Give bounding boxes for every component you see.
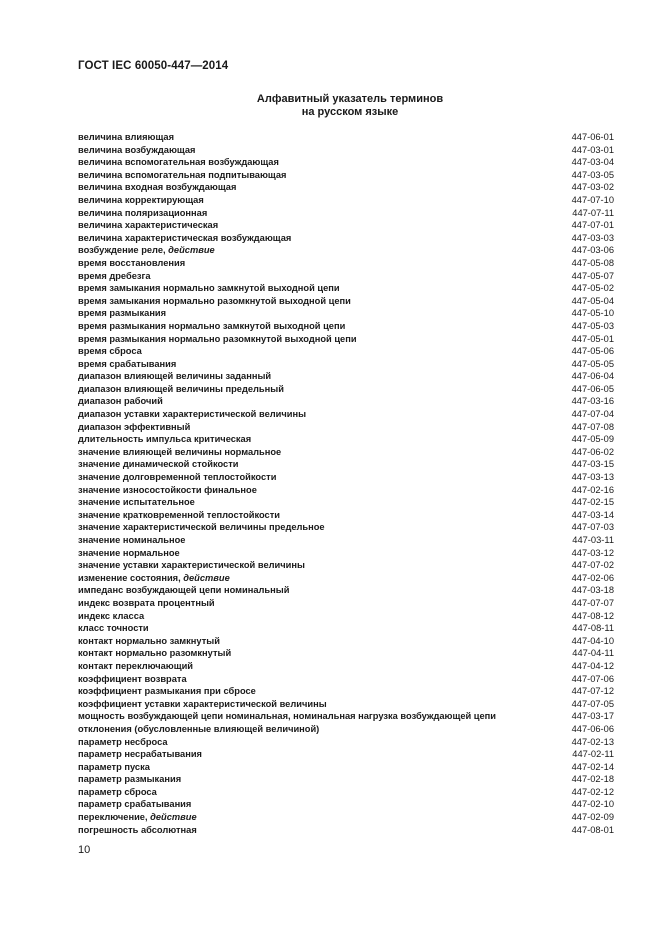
index-entry-term-text: величина характеристическая возбуждающая (78, 232, 292, 243)
index-entry-code: 447-02-15 (571, 497, 614, 508)
index-entry-term (78, 547, 180, 560)
index-entry-term (78, 219, 218, 232)
index-entry-term-note: действие (150, 812, 197, 823)
index-entry (78, 660, 614, 673)
index-entry-term-text: время срабатывания (78, 358, 177, 369)
index-entry-term-note: действие (168, 245, 215, 256)
index-entry-term-text: параметр размыкания (78, 774, 182, 785)
index-entry-code: 447-05-07 (571, 270, 614, 281)
index-entry-term (78, 761, 150, 774)
index-entry (78, 370, 614, 383)
index-entry-term (78, 685, 256, 698)
index-entry-code: 447-06-05 (571, 383, 614, 394)
index-entry-term-text: параметр срабатывания (78, 799, 192, 810)
index-entry-code: 447-03-14 (571, 509, 614, 520)
index-entry-code: 447-05-01 (571, 333, 614, 344)
index-entry-term-text: коэффициент возврата (78, 673, 187, 684)
index-entry-code: 447-03-16 (571, 396, 614, 407)
index-entry-term-text: длительность импульса критическая (78, 434, 252, 445)
index-entry-code: 447-03-06 (571, 245, 614, 256)
index-entry-code: 447-07-02 (571, 560, 614, 571)
index-entry (78, 496, 614, 509)
index-entry-code: 447-04-11 (572, 648, 614, 659)
index-entry-term (78, 635, 220, 648)
index-entry-code: 447-03-04 (571, 157, 614, 168)
index-entry-code: 447-05-05 (571, 358, 614, 369)
index-entry-code: 447-07-07 (571, 597, 614, 608)
index-entry-term (78, 408, 306, 421)
index-entry-term-text: величина вспомогательная возбуждающая (78, 157, 279, 168)
index-entry-term-text: параметр несрабатывания (78, 749, 202, 760)
index-entry-code: 447-02-14 (571, 761, 614, 772)
index-entry-term (78, 521, 325, 534)
index-entry (78, 761, 614, 774)
index-entry-code: 447-08-11 (572, 623, 614, 634)
index-entry-term-text: время размыкания нормально разомкнутой выходной цепи (78, 333, 357, 344)
index-entry-code: 447-03-02 (571, 182, 614, 193)
index-entry-code: 447-05-09 (571, 434, 614, 445)
index-entry-code: 447-05-08 (571, 257, 614, 268)
index-entry (78, 786, 614, 799)
index-entry-term (78, 270, 151, 283)
index-entry (78, 307, 614, 320)
index-title (0, 93, 661, 119)
index-entry-term (78, 169, 286, 182)
index-entry-code: 447-03-18 (571, 585, 614, 596)
index-entry-term (78, 660, 193, 673)
index-entry-code: 447-05-03 (571, 320, 614, 331)
index-entry-code: 447-02-16 (571, 484, 614, 495)
index-entry-code: 447-07-11 (572, 207, 614, 218)
index-entry (78, 521, 614, 534)
index-entry-term-text: значение влияющей величины нормальное (78, 446, 282, 457)
index-entry (78, 484, 614, 497)
index-entry (78, 207, 614, 220)
index-entry-term (78, 446, 281, 459)
index-entry-code: 447-04-12 (571, 660, 614, 671)
index-entry-term-text: диапазон уставки характеристической величины (78, 409, 307, 420)
index-entry (78, 345, 614, 358)
index-entry-term (78, 698, 327, 711)
index-entry-term (78, 572, 230, 585)
index-entry-term (78, 559, 305, 572)
index-entry-term-text: значение износостойкости финальное (78, 484, 257, 495)
index-entry (78, 169, 614, 182)
index-entry-term-text: величина корректирующая (78, 194, 204, 205)
index-entry-code: 447-02-13 (571, 736, 614, 747)
index-entry-term (78, 610, 144, 623)
index-entry (78, 673, 614, 686)
index-entry-term-text: значение уставки характеристической величины (78, 560, 305, 571)
index-entry-term-text: время замыкания нормально замкнутой выходной цепи (78, 283, 340, 294)
index-entry-term-text: коэффициент уставки характеристической величины (78, 698, 327, 709)
index-entry-term-text: параметр пуска (78, 761, 150, 772)
index-entry-code: 447-03-17 (571, 711, 614, 722)
index-entry-code: 447-07-06 (571, 673, 614, 684)
index-entry-term (78, 433, 251, 446)
index-entry (78, 383, 614, 396)
index-entry-term-text: параметр сброса (78, 786, 157, 797)
index-entry-code: 447-06-02 (571, 446, 614, 457)
index-entry (78, 194, 614, 207)
index-entry-term (78, 811, 197, 824)
index-entry-term (78, 395, 163, 408)
index-entry (78, 358, 614, 371)
index-entry-term-text: контакт нормально замкнутый (78, 635, 220, 646)
index-entry (78, 421, 614, 434)
index-entry-code: 447-07-01 (571, 220, 614, 231)
index-entry-code: 447-03-05 (571, 169, 614, 180)
index-entry-term-text: индекс возврата процентный (78, 597, 215, 608)
index-entry (78, 622, 614, 635)
index-entry-code: 447-08-01 (571, 824, 614, 835)
index-entry (78, 433, 614, 446)
index-entry-term-text: величина возбуждающая (78, 144, 196, 155)
index-entry-term-text: время размыкания нормально замкнутой выходной цепи (78, 320, 346, 331)
index-entry-code: 447-03-03 (571, 232, 614, 243)
index-entry (78, 446, 614, 459)
index-entry (78, 257, 614, 270)
index-entry-term (78, 320, 345, 333)
index-entry (78, 244, 614, 257)
index-entry-term-note: действие (183, 572, 230, 583)
index-entry-code: 447-02-11 (572, 749, 614, 760)
index-entry-term (78, 295, 351, 308)
index-entry-term-text: значение испытательное (78, 497, 195, 508)
index-entry-code: 447-07-10 (571, 194, 614, 205)
index-entry-term (78, 647, 231, 660)
index-entry-code: 447-03-13 (571, 472, 614, 483)
index-entry-code: 447-02-10 (571, 799, 614, 810)
index-entry-term-text: значение кратковременной теплостойкости (78, 509, 280, 520)
index-entry-code: 447-03-12 (571, 547, 614, 558)
index-entry-term-text: величина поляризационная (78, 207, 208, 218)
index-entry (78, 282, 614, 295)
index-entry-term (78, 131, 174, 144)
index-entry-code: 447-02-06 (571, 572, 614, 583)
index-entry-term-text: возбуждение реле, (78, 245, 169, 256)
index-entry-term-text: отклонения (обусловленные влияющей величиной) (78, 723, 320, 734)
index-entry-code: 447-06-01 (571, 132, 614, 142)
index-entry-code: 447-05-06 (571, 346, 614, 357)
index-entry-term (78, 345, 142, 358)
index-entry-term-text: величина влияющая (78, 132, 174, 142)
index-entry-code: 447-04-10 (571, 635, 614, 646)
index-entry (78, 710, 614, 723)
index-entry-term-text: класс точности (78, 623, 149, 634)
index-entry (78, 610, 614, 623)
index-entry-term (78, 534, 185, 547)
index-entry-code: 447-07-08 (571, 421, 614, 432)
index-entry-code: 447-07-04 (571, 409, 614, 420)
index-entry-term-text: параметр несброса (78, 736, 168, 747)
index-entry (78, 572, 614, 585)
index-entry-term (78, 181, 236, 194)
index-entry-term (78, 156, 279, 169)
index-entry-term (78, 471, 276, 484)
index-entry (78, 144, 614, 157)
index-title-line-1: Алфавитный указатель терминов (256, 93, 444, 105)
index-entry-term (78, 736, 168, 749)
index-entry-term (78, 383, 284, 396)
index-entry-code: 447-06-06 (571, 723, 614, 734)
index-entry-term-text: диапазон рабочий (78, 396, 163, 407)
index-entry-term-text: индекс класса (78, 610, 145, 621)
index-entry-term (78, 232, 291, 245)
term-index-list (78, 131, 614, 836)
document-header: ГОСТ IEC 60050-447—2014 (78, 60, 229, 72)
index-entry-term-text: импеданс возбуждающей цепи номинальный (78, 585, 290, 596)
index-entry (78, 811, 614, 824)
index-entry-term-text: значение нормальное (78, 547, 180, 558)
index-entry (78, 295, 614, 308)
index-entry-code: 447-07-05 (571, 698, 614, 709)
index-entry (78, 232, 614, 245)
index-entry (78, 685, 614, 698)
index-entry (78, 748, 614, 761)
index-entry-term (78, 194, 204, 207)
index-entry (78, 131, 614, 144)
index-entry (78, 824, 614, 837)
index-entry-code: 447-06-04 (571, 371, 614, 382)
index-entry-term (78, 496, 195, 509)
index-title-line-2: на русском языке (301, 106, 399, 118)
index-entry-term (78, 509, 280, 522)
index-entry (78, 559, 614, 572)
index-entry-code: 447-03-11 (572, 535, 614, 545)
index-entry (78, 798, 614, 811)
index-entry (78, 320, 614, 333)
index-entry-term-text: время замыкания нормально разомкнутой выходной цепи (78, 295, 351, 306)
index-entry-term (78, 824, 197, 837)
index-entry (78, 395, 614, 408)
index-entry-term-text: мощность возбуждающей цепи номинальная, номинальная нагрузка возбуждающей цепи (78, 711, 497, 722)
index-entry-term (78, 798, 191, 811)
index-entry-term-text: величина характеристическая (78, 220, 219, 231)
index-entry-code: 447-07-12 (571, 686, 614, 697)
index-entry (78, 635, 614, 648)
index-entry-code: 447-07-03 (571, 522, 614, 533)
index-entry-code: 447-05-04 (571, 295, 614, 306)
index-entry-term-text: контакт переключающий (78, 660, 194, 671)
index-entry-term (78, 257, 185, 270)
index-entry-term (78, 484, 257, 497)
index-entry-term-text: значение номинальное (78, 535, 186, 545)
index-entry-term-text: значение динамической стойкости (78, 459, 239, 470)
index-entry-term-text: диапазон эффективный (78, 421, 191, 432)
index-entry-code: 447-03-01 (571, 144, 614, 155)
index-entry-term-text: погрешность абсолютная (78, 824, 197, 835)
index-entry-term (78, 584, 289, 597)
index-entry (78, 458, 614, 471)
index-entry (78, 647, 614, 660)
index-entry-term-text: величина входная возбуждающая (78, 182, 237, 193)
index-entry (78, 597, 614, 610)
index-entry (78, 584, 614, 597)
index-entry-code: 447-05-10 (571, 308, 614, 319)
index-entry-term (78, 597, 215, 610)
index-entry-term (78, 786, 157, 799)
index-entry-term (78, 458, 238, 471)
index-entry-term (78, 207, 207, 220)
index-entry (78, 534, 614, 547)
index-entry (78, 408, 614, 421)
index-entry-term-text: диапазон влияющей величины предельный (78, 383, 284, 394)
index-entry-code: 447-02-09 (571, 812, 614, 823)
index-entry-term (78, 282, 340, 295)
index-entry-term (78, 748, 202, 761)
index-entry (78, 471, 614, 484)
page-number: 10 (78, 844, 91, 856)
index-entry-term (78, 622, 149, 635)
index-entry (78, 333, 614, 346)
index-entry-code: 447-05-02 (571, 283, 614, 294)
index-entry (78, 181, 614, 194)
index-entry-term (78, 244, 215, 257)
index-entry-term-text: контакт нормально разомкнутый (78, 648, 232, 659)
index-entry-term (78, 370, 271, 383)
index-entry (78, 156, 614, 169)
index-entry-term-text: изменение состояния, (78, 572, 184, 583)
index-entry-term-text: время восстановления (78, 257, 186, 268)
index-entry-term (78, 673, 187, 686)
index-entry-term-text: время дребезга (78, 270, 151, 281)
index-entry-term-text: значение характеристической величины предельное (78, 522, 325, 533)
index-entry (78, 698, 614, 711)
index-entry-code: 447-08-12 (571, 610, 614, 621)
index-entry (78, 270, 614, 283)
index-entry (78, 509, 614, 522)
index-entry-term (78, 710, 496, 723)
index-entry-term (78, 773, 181, 786)
index-entry-term (78, 333, 357, 346)
index-entry-term (78, 307, 166, 320)
index-entry-term (78, 144, 195, 157)
index-entry-term (78, 723, 319, 736)
index-entry-term (78, 358, 176, 371)
index-entry-term-text: время сброса (78, 346, 142, 357)
index-entry-term-text: время размыкания (78, 308, 167, 319)
index-entry-term-text: величина вспомогательная подпитывающая (78, 169, 287, 180)
index-entry-code: 447-03-15 (571, 459, 614, 470)
index-entry-term-text: значение долговременной теплостойкости (78, 472, 277, 483)
index-entry (78, 219, 614, 232)
index-entry-code: 447-02-18 (571, 774, 614, 785)
index-entry-term-text: коэффициент размыкания при сбросе (78, 686, 256, 697)
index-entry (78, 547, 614, 560)
index-entry-term (78, 421, 190, 434)
index-entry (78, 723, 614, 736)
index-entry-term-text: диапазон влияющей величины заданный (78, 371, 272, 382)
index-entry-term-text: переключение, (78, 812, 151, 823)
index-entry-code: 447-02-12 (571, 786, 614, 797)
index-entry (78, 736, 614, 749)
index-entry (78, 773, 614, 786)
